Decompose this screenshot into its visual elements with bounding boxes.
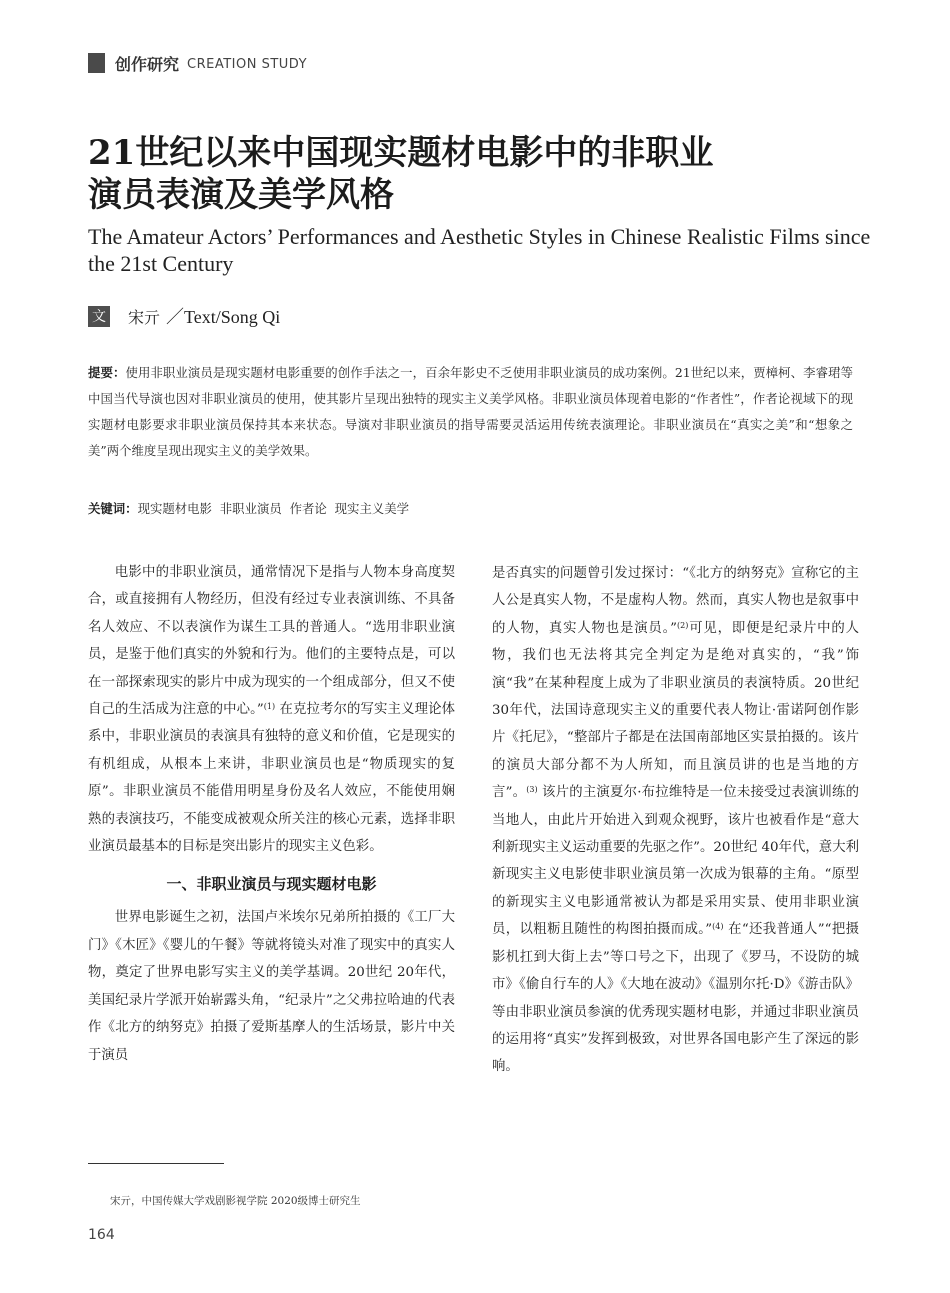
author-name: 宋亓 — [128, 307, 161, 327]
body-text: 该片的主演夏尔·布拉维特是一位未接受过表演训练的当地人，由此片开始进入到观众视野，该片也被看作是“意大利新现实主义运动重要的先驱之作”。20世纪 40年代，意大利新现实主义电影使非职业演员第一次成为银幕的主角。“原型的新现实主义电影通常被认为都是采用实景、使用非职业演员，以粗粝且随性的构图拍摄而成。” — [492, 785, 859, 938]
abstract-label: 提要： — [88, 365, 126, 380]
author-footnote: 宋亓，中国传媒大学戏剧影视学院 2020级博士研究生 — [110, 1195, 361, 1207]
footnote-ref: (1) — [263, 702, 276, 712]
keywords — [88, 499, 853, 519]
footnote-ref: (2) — [677, 620, 689, 630]
article-title-cn-line2: 演员表演及美学风格 — [88, 175, 394, 215]
page-number: 164 — [88, 1227, 115, 1243]
body-paragraph — [88, 559, 455, 860]
section-header — [88, 52, 307, 74]
body-text: 在“还我普通人”“把摄影机扛到大街上去”等口号之下，出现了《罗马，不设防的城市》《偷自行车的人》《大地在波动》《温别尔托·D》《游击队》等由非职业演员参演的优秀现实题材电影，并通过非职业演员的运用将“真实”发挥到极致，对世界各国电影产生了深远的影响。 — [492, 922, 859, 1075]
body-text: 可见，即便是纪录片中的人物，我们也无法将其完全判定为是绝对真实的，“我”饰演“我”在某种程度上成为了非职业演员的表演特质。20世纪 30年代，法国诗意现实主义的重要代表人物让·雷诺阿创作影片《托尼》，“整部片子都是在法国南部地区实景拍摄的。该片的演员大部分都不为人所知，而且演员讲的也是当地的方言”。 — [492, 620, 859, 801]
author-line — [88, 305, 280, 327]
author-name-en: ／Text/Song Qi — [166, 307, 281, 327]
abstract-text: 使用非职业演员是现实题材电影重要的创作手法之一，百余年影史不乏使用非职业演员的成功案例。21世纪以来，贾樟柯、李睿珺等中国当代导演也因对非职业演员的使用，使其影片呈现出独特的现实主义美学风格。非职业演员体现着电影的“作者性”，作者论视域下的现实题材电影要求非职业演员保持其本来状态。导演对非职业演员的指导需要灵活运用传统表演理论。非职业演员在“真实之美”和“想象之美”两个维度呈现出现实主义的美学效果。 — [88, 365, 853, 458]
abstract — [88, 360, 853, 464]
author-label: 文 — [88, 306, 110, 327]
section-title-cn: 创作研究 — [115, 54, 180, 74]
footnote-divider — [88, 1163, 224, 1164]
footnote-ref: (3) — [526, 785, 538, 795]
body-text: 是否真实的问题曾引发过探讨：“《北方的纳努克》宣称它的主人公是真实人物，不是虚构人物。然而，真实人物也是叙事中的人物，真实人物也是演员。” — [492, 566, 859, 636]
body-column-right — [492, 560, 859, 1081]
body-paragraph — [492, 560, 859, 1081]
header-square-icon — [88, 53, 105, 73]
section-heading: 一、非职业演员与现实题材电影 — [166, 875, 377, 894]
body-text: 电影中的非职业演员，通常情况下是指与人物本身高度契合，或直接拥有人物经历，但没有经过专业表演训练、不具备名人效应、不以表演作为谋生工具的普通人。“选用非职业演员，是鉴于他们真实的外貌和行为。他们的主要特点是，可以在一部探索现实的影片中成为现实的一个组成部分，但又不使自己的生活成为注意的中心。” — [88, 565, 455, 718]
keywords-text: 现实题材电影 非职业演员 作者论 现实主义美学 — [137, 501, 410, 516]
body-column-left — [88, 559, 455, 1069]
article-title-en: The Amateur Actors’ Performances and Aesthetic Styles in Chinese Realistic Films since the 21st Century — [88, 224, 871, 276]
body-paragraph: 世界电影诞生之初，法国卢米埃尔兄弟所拍摄的《工厂大门》《木匠》《婴儿的午餐》等就将镜头对准了现实中的真实人物，奠定了世界电影写实主义的美学基调。20世纪 20年代，美国纪录片学派开始崭露头角，“纪录片”之父弗拉哈迪的代表作《北方的纳努克》拍摄了爱斯基摩人的生活场景，影片中关于演员 — [88, 910, 455, 1063]
article-title-cn-line1: 21世纪以来中国现实题材电影中的非职业 — [88, 133, 714, 173]
footnote-ref: (4) — [712, 922, 724, 932]
article-title-cn — [88, 132, 888, 216]
body-text: 在克拉考尔的写实主义理论体系中，非职业演员的表演具有独特的意义和价值，它是现实的有机组成，从根本上来讲，非职业演员也是“物质现实的复原”。非职业演员不能借用明星身份及名人效应，不能使用娴熟的表演技巧，不能变成被观众所关注的核心元素，选择非职业演员最基本的目标是突出影片的现实主义色彩。 — [88, 702, 455, 855]
keywords-label: 关键词： — [88, 501, 138, 516]
section-title-en: CREATION STUDY — [187, 57, 308, 72]
